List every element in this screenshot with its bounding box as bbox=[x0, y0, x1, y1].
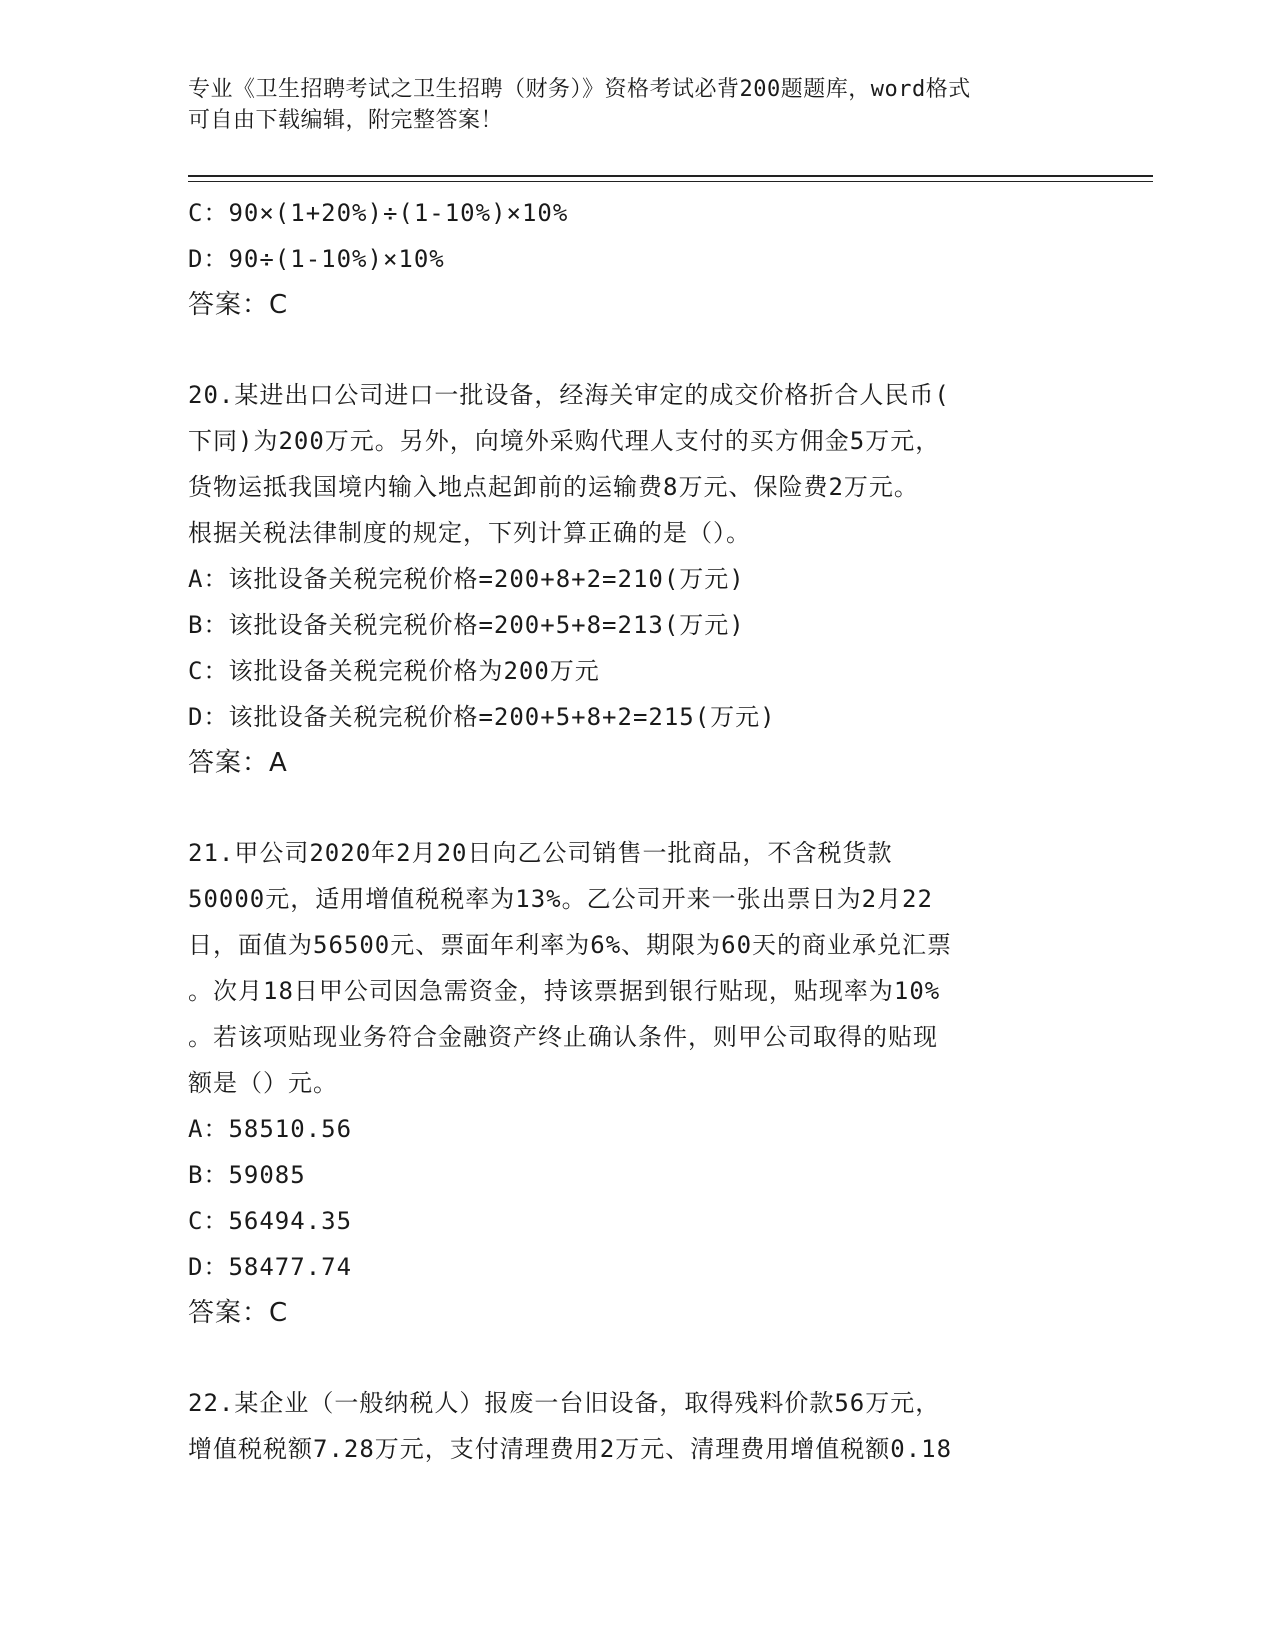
question-stem-line: 。次月18日甲公司因急需资金，持该票据到银行贴现，贴现率为10% bbox=[188, 977, 941, 1005]
option-c: C：90×(1+20%)÷(1-10%)×10% bbox=[188, 199, 569, 227]
question-stem-line: 下同)为200万元。另外，向境外采购代理人支付的买方佣金5万元， bbox=[188, 427, 941, 455]
question-stem-line: 。若该项贴现业务符合金融资产终止确认条件，则甲公司取得的贴现 bbox=[188, 1023, 938, 1051]
option-c: C：该批设备关税完税价格为200万元 bbox=[188, 657, 600, 685]
question-stem-line: 20.某进出口公司进口一批设备，经海关审定的成交价格折合人民币( bbox=[188, 381, 950, 409]
answer-line: 答案：C bbox=[188, 290, 289, 320]
option-d: D：90÷(1-10%)×10% bbox=[188, 245, 445, 273]
question-stem-line: 50000元，适用增值税税率为13%。乙公司开来一张出票日为2月22 bbox=[188, 885, 933, 913]
option-b: B：该批设备关税完税价格=200+5+8=213(万元) bbox=[188, 611, 745, 639]
header-divider-thin bbox=[188, 181, 1153, 182]
question-stem-line: 日，面值为56500元、票面年利率为6%、期限为60天的商业承兑汇票 bbox=[188, 931, 953, 959]
question-20 bbox=[188, 372, 1088, 786]
question-stem-line: 21.甲公司2020年2月20日向乙公司销售一批商品，不含税货款 bbox=[188, 839, 893, 867]
header-divider-thick bbox=[188, 175, 1153, 177]
answer-line: 答案：C bbox=[188, 1298, 289, 1328]
option-d: D：该批设备关税完税价格=200+5+8+2=215(万元) bbox=[188, 703, 776, 731]
header-title-line-1: 专业《卫生招聘考试之卫生招聘（财务）》资格考试必背200题题库，word格式 bbox=[188, 77, 971, 102]
document-header bbox=[188, 74, 1088, 136]
option-a: A：58510.56 bbox=[188, 1115, 353, 1143]
question-stem-line: 额是（）元。 bbox=[188, 1069, 338, 1097]
question-stem-line: 22.某企业（一般纳税人）报废一台旧设备，取得残料价款56万元， bbox=[188, 1389, 941, 1417]
document-body bbox=[188, 190, 1088, 1472]
option-a: A：该批设备关税完税价格=200+8+2=210(万元) bbox=[188, 565, 745, 593]
option-c: C：56494.35 bbox=[188, 1207, 353, 1235]
spacer bbox=[188, 786, 1088, 830]
question-stem-line: 货物运抵我国境内输入地点起卸前的运输费8万元、保险费2万元。 bbox=[188, 473, 919, 501]
spacer bbox=[188, 328, 1088, 372]
header-title-line-2: 可自由下载编辑，附完整答案！ bbox=[188, 108, 504, 133]
question-21 bbox=[188, 830, 1088, 1336]
spacer bbox=[188, 1336, 1088, 1380]
question-stem-line: 增值税税额7.28万元，支付清理费用2万元、清理费用增值税额0.18 bbox=[188, 1435, 953, 1463]
question-22 bbox=[188, 1380, 1088, 1472]
question-stem-line: 根据关税法律制度的规定，下列计算正确的是（）。 bbox=[188, 519, 751, 547]
option-d: D：58477.74 bbox=[188, 1253, 353, 1281]
answer-line: 答案：A bbox=[188, 748, 288, 778]
option-b: B：59085 bbox=[188, 1161, 306, 1189]
question-19-tail bbox=[188, 190, 1088, 328]
